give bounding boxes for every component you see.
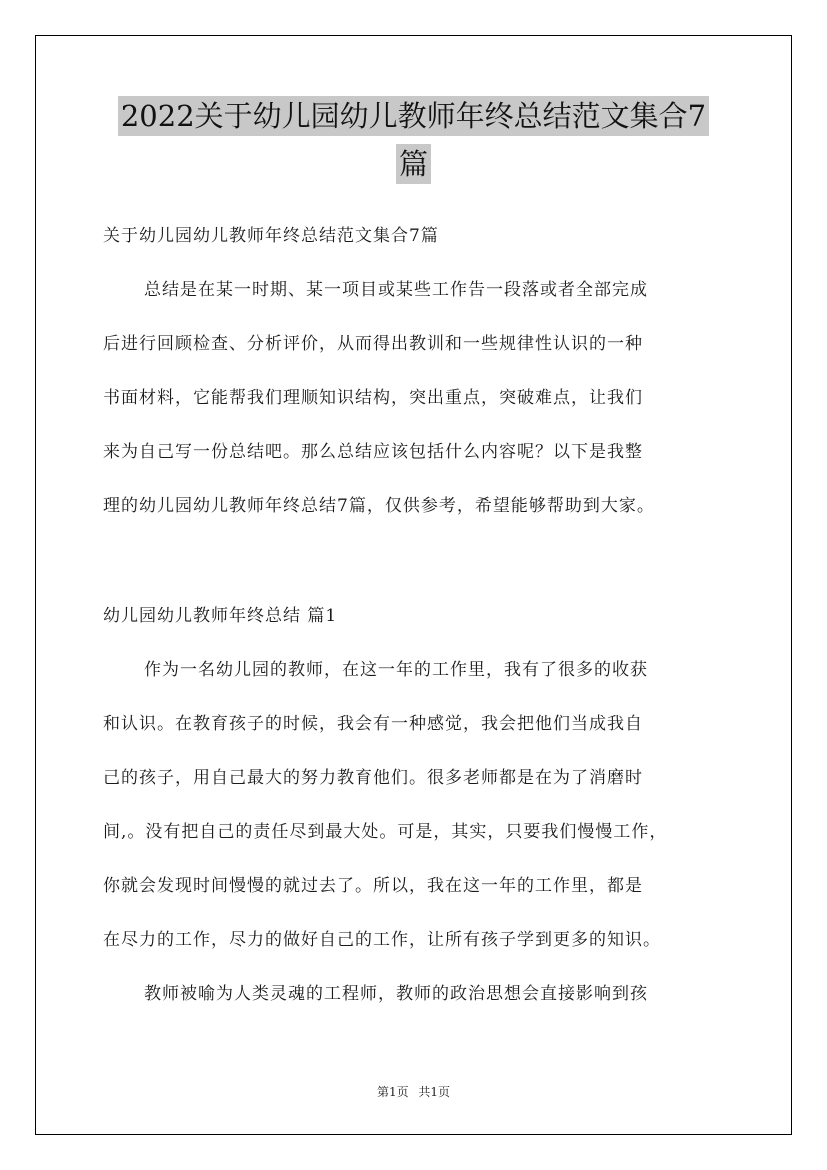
title-line-1: 2022关于幼儿园幼儿教师年终总结范文集合7 xyxy=(118,96,709,136)
intro-line: 理的幼儿园幼儿教师年终总结7篇，仅供参考，希望能够帮助到大家。 xyxy=(103,496,655,516)
section1-heading-block xyxy=(103,589,743,643)
section1-line: 作为一名幼儿园的教师，在这一年的工作里，我有了很多的收获 xyxy=(144,660,648,680)
intro-line: 来为自己写一份总结吧。那么总结应该包括什么内容呢？以下是我整 xyxy=(103,442,643,462)
section1-line: 己的孩子，用自己最大的努力教育他们。很多老师都是在为了消磨时 xyxy=(103,768,643,788)
title-line-2: 篇 xyxy=(396,144,431,184)
subtitle-block xyxy=(103,209,743,263)
section1-heading: 幼儿园幼儿教师年终总结 篇1 xyxy=(103,606,338,626)
intro-line: 后进行回顾检查、分析评价，从而得出教训和一些规律性认识的一种 xyxy=(103,334,643,354)
intro-paragraph xyxy=(103,263,743,533)
subtitle: 关于幼儿园幼儿教师年终总结范文集合7篇 xyxy=(103,226,439,246)
document-title xyxy=(0,96,827,184)
intro-line: 书面材料，它能帮我们理顺知识结构，突出重点，突破难点，让我们 xyxy=(103,388,643,408)
section1-line: 和认识。在教育孩子的时候，我会有一种感觉，我会把他们当成我自 xyxy=(103,714,643,734)
section1-line: 你就会发现时间慢慢的就过去了。所以，我在这一年的工作里，都是 xyxy=(103,876,643,896)
section1-paragraph xyxy=(103,643,743,1021)
section1-line: 教师被喻为人类灵魂的工程师，教师的政治思想会直接影响到孩 xyxy=(144,984,648,1004)
section1-line: 在尽力的工作，尽力的做好自己的工作，让所有孩子学到更多的知识。 xyxy=(103,930,661,950)
page-total: 共1页 xyxy=(418,1085,451,1099)
intro-line: 总结是在某一时期、某一项目或某些工作告一段落或者全部完成 xyxy=(144,280,648,300)
section1-line: 间,。没有把自己的责任尽到最大处。可是，其实，只要我们慢慢工作， xyxy=(103,822,668,842)
page-number: 第1页 xyxy=(376,1085,409,1099)
page-footer xyxy=(0,1083,827,1100)
